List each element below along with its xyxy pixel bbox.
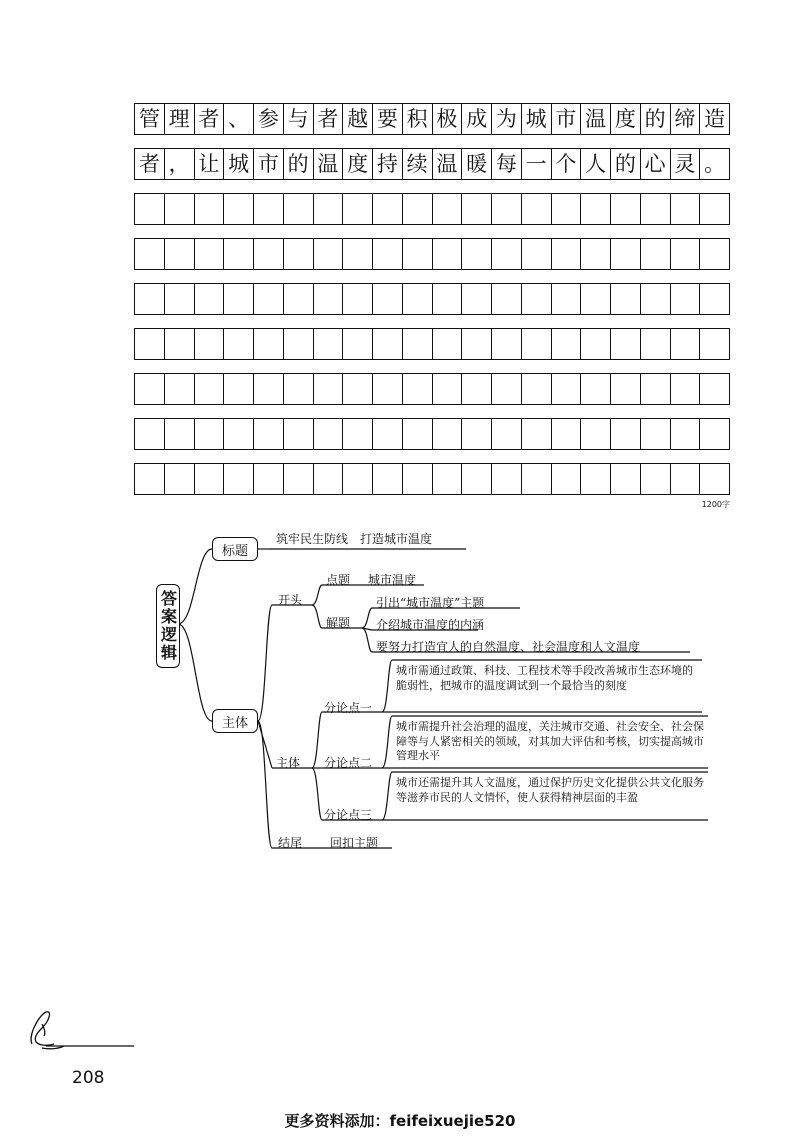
sub-point-1-text: 城市需通过政策、科技、工程技术等手段改善城市生态环境的脆弱性，把城市的温度调试到一个最恰当的刻度 <box>396 664 693 692</box>
grid-cell: 让 <box>195 149 225 179</box>
grid-cell: 温 <box>433 149 463 179</box>
root-node: 答案逻辑 <box>156 584 180 668</box>
title-text: 筑牢民生防线 打造城市温度 <box>276 532 433 546</box>
grid-cell: 城 <box>224 149 254 179</box>
main-body-label: 主体 <box>276 756 301 770</box>
grid-cell: 、 <box>224 104 254 134</box>
grid-cell: 心 <box>641 149 671 179</box>
explain-topic-label: 解题 <box>326 616 351 630</box>
grid-cell: 成 <box>462 104 492 134</box>
body-node: 主体 <box>212 709 258 733</box>
grid-cell: 市 <box>254 149 284 179</box>
grid-cell: 暖 <box>462 149 492 179</box>
grid-cell: ， <box>165 149 195 179</box>
grid-cell: 缔 <box>671 104 701 134</box>
point-topic-text: 城市温度 <box>368 573 417 587</box>
grid-cell: 一 <box>522 149 552 179</box>
grid-cell: 管 <box>135 104 165 134</box>
sub-point-3-text: 城市还需提升其人文温度，通过保护历史文化提供公共文化服务等滋养市民的人文情怀，使人获得精神层面的丰盈 <box>396 776 704 804</box>
footer-note: 更多资料添加：feifeixuejie520 <box>284 1112 516 1130</box>
word-count-label: 1200字 <box>701 500 730 509</box>
sub-point-2-text: 城市需提升社会治理的温度，关注城市交通、社会安全、社会保障等与人紧密相关的领域，对其加大评估和考核，切实提高城市管理水平 <box>396 720 704 762</box>
explain-item-3: 要努力打造宜人的自然温度、社会温度和人文温度 <box>376 640 641 654</box>
grid-cell: 者 <box>314 104 344 134</box>
grid-cell: 与 <box>284 104 314 134</box>
grid-cell: 城 <box>522 104 552 134</box>
sub-point-1-label: 分论点一 <box>324 701 373 715</box>
grid-cell: 个 <box>552 149 582 179</box>
ending-label: 结尾 <box>278 836 303 850</box>
grid-cell: 人 <box>581 149 611 179</box>
grid-cell: 越 <box>343 104 373 134</box>
grid-cell: 灵 <box>671 149 701 179</box>
grid-cell: 造 <box>704 106 726 131</box>
grid-cell: 者 <box>195 104 225 134</box>
explain-item-1: 引出“城市温度”主题 <box>376 596 485 610</box>
grid-cell: 理 <box>165 104 195 134</box>
opening-label: 开头 <box>278 593 303 607</box>
grid-cell: 续 <box>403 149 433 179</box>
grid-cell: 的 <box>284 149 314 179</box>
title-node: 标题 <box>212 537 258 561</box>
grid-cell: 极 <box>433 104 463 134</box>
grid-cell: 温 <box>581 104 611 134</box>
grid-cell: 参 <box>254 104 284 134</box>
ending-text: 回扣主题 <box>330 836 379 850</box>
grid-cell: 市 <box>552 104 582 134</box>
grid-cell: 为 <box>492 104 522 134</box>
grid-cell: 持 <box>373 149 403 179</box>
grid-cell: 温 <box>314 149 344 179</box>
grid-cell: 每 <box>492 149 522 179</box>
grid-cell: 的 <box>641 104 671 134</box>
grid-cell: 。 <box>704 151 726 176</box>
grid-cell: 度 <box>343 149 373 179</box>
grid-cell: 的 <box>611 149 641 179</box>
explain-item-2: 介绍城市温度的内涵 <box>376 618 485 632</box>
point-topic-label: 点题 <box>326 573 351 587</box>
grid-cell: 度 <box>611 104 641 134</box>
sub-point-2-label: 分论点二 <box>324 756 373 770</box>
pen-signature-icon <box>24 1008 136 1054</box>
grid-cell: 者 <box>135 149 165 179</box>
grid-cell: 积 <box>403 104 433 134</box>
sub-point-3-label: 分论点三 <box>324 808 373 822</box>
grid-cell: 要 <box>373 104 403 134</box>
page-number: 208 <box>72 1068 105 1088</box>
